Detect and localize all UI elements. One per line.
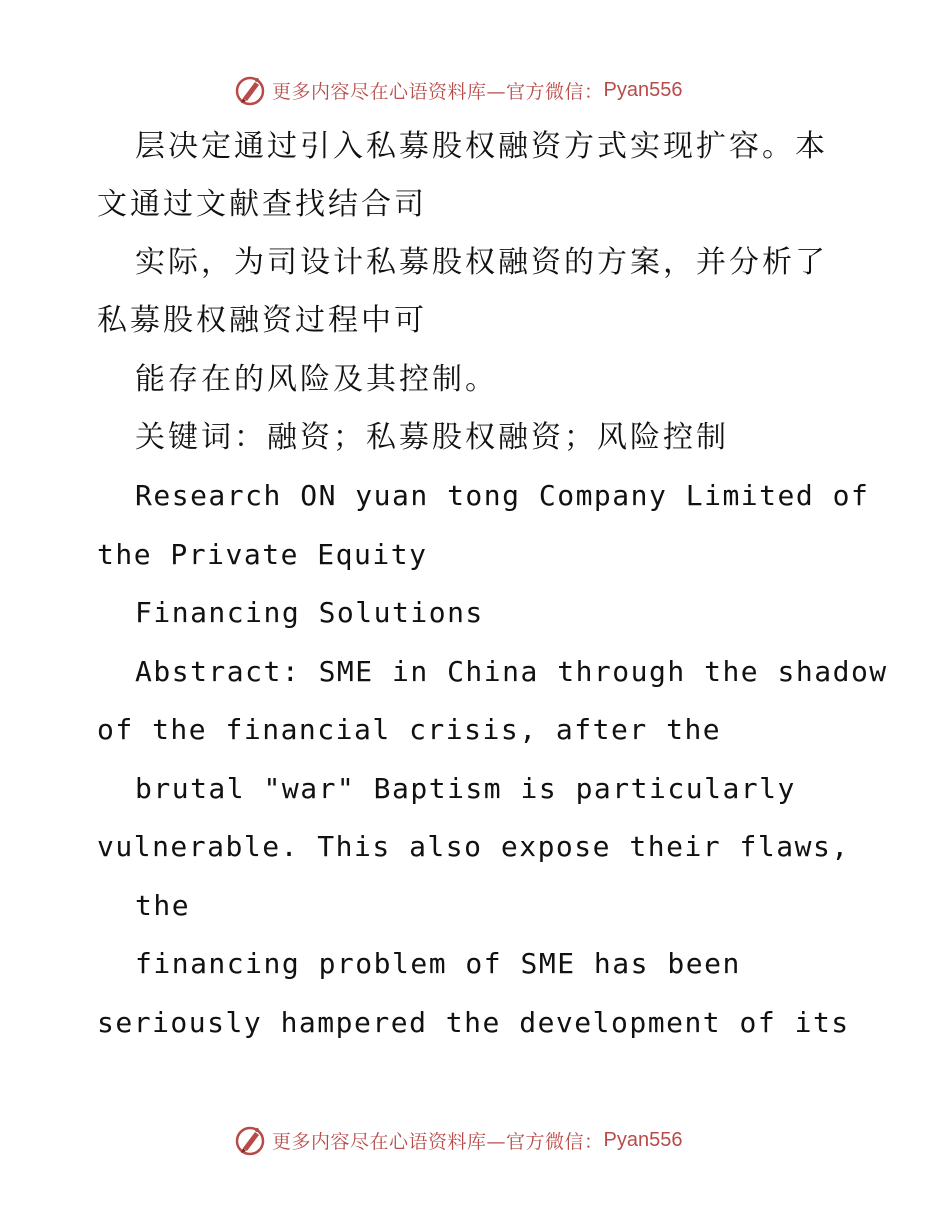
header-banner-text: 更多内容尽在心语资料库—官方微信： [272,80,604,103]
footer-banner-text: 更多内容尽在心语资料库—官方微信： [272,1130,604,1153]
footer-wechat-id: Pyan556 [603,1128,683,1151]
abstract-line: seriously hampered the development of its [97,1006,850,1039]
abstract-line: Abstract: SME in China through the shadow [135,655,888,688]
keywords-line: 关键词：融资；私募股权融资；风险控制 [135,420,729,455]
abstract-line: vulnerable. This also expose their flaws, [97,830,850,863]
abstract-line: financing problem of SME has been [135,947,741,980]
text-line: 实际，为司设计私募股权融资的方案，并分析了 [135,245,828,280]
header-wechat-id: Pyan556 [603,78,683,101]
abstract-line: of the financial crisis, after the [97,713,722,746]
pen-logo-icon [234,1124,266,1156]
pen-logo-icon [234,74,266,106]
abstract-line: the [135,889,191,922]
english-title-line: the Private Equity [97,538,428,571]
text-line: 文通过文献查找结合司 [97,187,427,222]
text-line: 层决定通过引入私募股权融资方式实现扩容。本 [135,129,828,164]
header-banner [234,73,682,107]
footer-banner [234,1123,682,1157]
text-line: 能存在的风险及其控制。 [135,362,498,397]
text-line: 私募股权融资过程中可 [97,303,427,338]
english-title-line: Research ON yuan tong Company Limited of [135,479,870,512]
abstract-line: brutal "war" Baptism is particularly [135,772,796,805]
english-title-line: Financing Solutions [135,596,484,629]
